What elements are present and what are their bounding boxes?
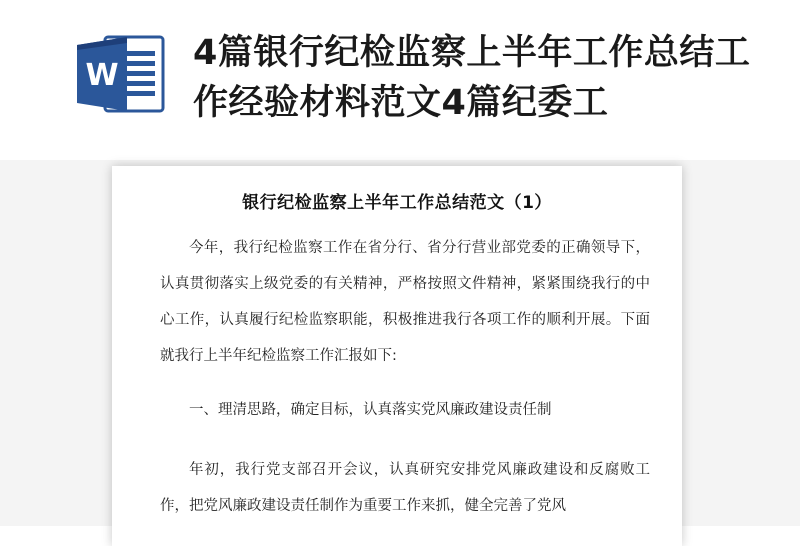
paragraph-intro: 今年，我行纪检监察工作在省分行、省分行营业部党委的正确领导下，认真贯彻落实上级党委的有关精神，严格按照文件精神，紧紧围绕我行的中心工作，认真履行纪检监察职能，积极推进我行各项工作的顺利开展。下面就我行上半年纪检监察工作汇报如下: bbox=[160, 240, 650, 364]
word-doc-icon bbox=[75, 33, 167, 115]
word-logo-letter: W bbox=[85, 58, 119, 93]
paragraph-body: 年初，我行党支部召开会议，认真研究安排党风廉政建设和反腐败工作，把党风廉政建设责任制作为重要工作来抓，健全完善了党风 bbox=[160, 462, 650, 514]
section-heading: 一、理清思路，确定目标，认真落实党风廉政建设责任制 bbox=[189, 402, 552, 418]
document-title: 银行纪检监察上半年工作总结范文（1） bbox=[242, 193, 552, 213]
header bbox=[0, 0, 800, 160]
document-page bbox=[112, 166, 682, 546]
page-title: 4篇银行纪检监察上半年工作总结工作经验材料范文4篇纪委工 bbox=[193, 33, 751, 123]
